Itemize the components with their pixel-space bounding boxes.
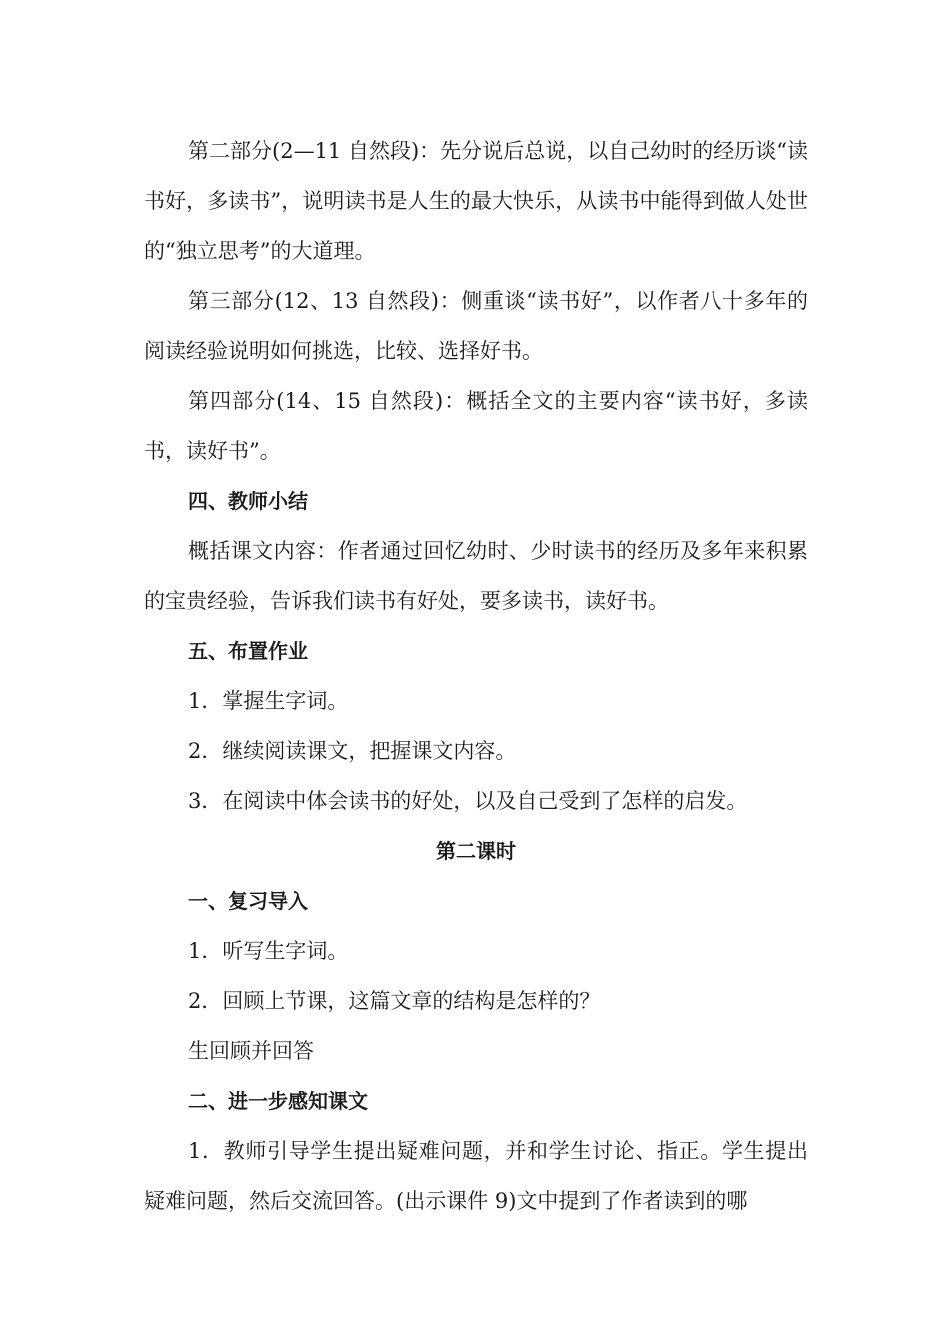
review-item-1: 1．听写生字词。: [188, 939, 349, 963]
homework-item-3: 3．在阅读中体会读书的好处，以及自己受到了怎样的启发。: [188, 789, 748, 813]
document-body: [144, 126, 808, 1226]
heading-review: 一、复习导入: [188, 889, 308, 913]
paragraph-part-two: 第二部分(2—11 自然段)：先分说后总说，以自己幼时的经历谈“读书好，多读书”，说明读书是人生的最大快乐，从读书中能得到做人处世的“独立思考”的大道理。: [144, 139, 808, 263]
paragraph-part-four: 第四部分(14、15 自然段)：概括全文的主要内容“读书好，多读书，读好书”。: [144, 389, 808, 463]
paragraph-summary: 概括课文内容：作者通过回忆幼时、少时读书的经历及多年来积累的宝贵经验，告诉我们读书有好处，要多读书，读好书。: [144, 539, 808, 613]
section-title-second-lesson: 第二课时: [436, 839, 516, 863]
heading-homework: 五、布置作业: [188, 639, 308, 663]
heading-teacher-summary: 四、教师小结: [188, 489, 308, 513]
review-item-2: 2．回顾上节课，这篇文章的结构是怎样的？: [188, 989, 601, 1013]
paragraph-part-three: 第三部分(12、13 自然段)：侧重谈“读书好”，以作者八十多年的阅读经验说明如何挑选，比较、选择好书。: [144, 289, 808, 363]
homework-item-2: 2．继续阅读课文，把握课文内容。: [188, 739, 517, 763]
review-answer: 生回顾并回答: [188, 1039, 314, 1063]
paragraph-discussion: 1．教师引导学生提出疑难问题，并和学生讨论、指正。学生提出疑难问题，然后交流回答。(出示课件 9)文中提到了作者读到的哪: [144, 1139, 808, 1213]
homework-item-1: 1．掌握生字词。: [188, 689, 349, 713]
heading-further-perception: 二、进一步感知课文: [188, 1089, 368, 1113]
